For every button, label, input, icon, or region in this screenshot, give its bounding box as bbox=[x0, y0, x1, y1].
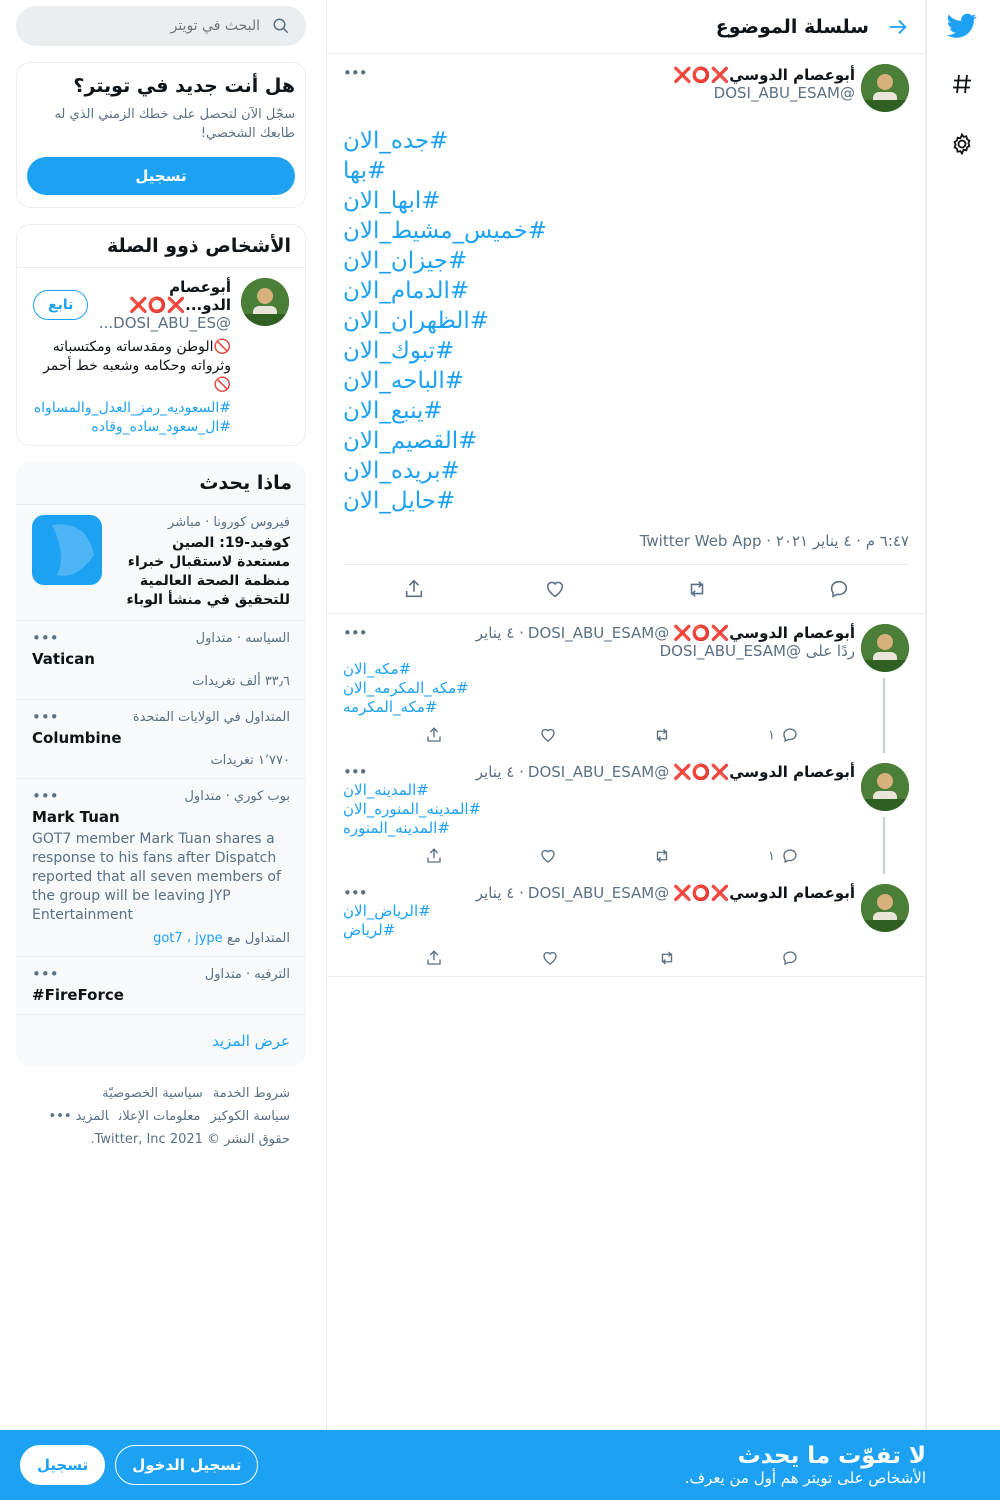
tweet-text bbox=[343, 660, 855, 717]
share-icon[interactable] bbox=[425, 949, 443, 967]
gear-icon[interactable] bbox=[942, 124, 982, 164]
author-name[interactable]: أبوعصام الدوسي❌⭕❌ bbox=[673, 66, 855, 84]
related-handle[interactable]: @DOSI_ABU_ES... bbox=[98, 314, 231, 332]
trend-with-label: المتداول مع bbox=[226, 931, 290, 946]
tweet-text bbox=[343, 781, 855, 838]
related-title: الأشخاص ذوو الصلة bbox=[17, 225, 305, 268]
related-bio-tags[interactable]: #السعوديه_رمز_العدل_والمساواه #ال_سعود_ساده_وقاده bbox=[33, 400, 231, 435]
replies-list bbox=[327, 614, 925, 977]
focal-tweet bbox=[327, 54, 925, 614]
trend-category: المتداول في الولايات المتحدة bbox=[132, 710, 290, 725]
hashtag-link[interactable]: #ابها_الان bbox=[343, 188, 441, 214]
copyright: حقوق النشر © Twitter, Inc 2021. bbox=[90, 1132, 290, 1147]
trend-item[interactable] bbox=[16, 699, 306, 778]
footer bbox=[16, 1066, 306, 1167]
hashtag-icon[interactable] bbox=[942, 64, 982, 104]
more-options-icon[interactable]: ••• bbox=[32, 787, 59, 805]
trend-name: Mark Tuan bbox=[32, 808, 120, 826]
main-column bbox=[326, 0, 926, 1500]
trend-name: Columbine bbox=[32, 729, 122, 747]
new-card-desc: سجّل الآن لتحصل على خطك الزمني الذي له طابعك الشخصي! bbox=[54, 107, 295, 141]
reply-icon[interactable] bbox=[775, 949, 799, 967]
trend-category: بوب كوري · متداول bbox=[184, 789, 290, 804]
hashtag-link[interactable]: #بريده_الان bbox=[343, 458, 460, 484]
ads-info-link[interactable]: معلومات الإعلان bbox=[118, 1109, 201, 1124]
tweet-text bbox=[343, 902, 855, 940]
news-headline: كوفيد-19: الصين مستعدة لاستقبال خبراء منظمة الصحة العالمية للتحقيق في منشأ الوباء bbox=[126, 535, 290, 608]
page-title: سلسلة الموضوع bbox=[715, 15, 869, 38]
related-name[interactable]: أبوعصام الدو...❌⭕❌ bbox=[129, 278, 231, 314]
follow-button[interactable]: تابع bbox=[33, 290, 88, 320]
trend-name: Vatican bbox=[32, 650, 95, 668]
hashtag-link[interactable]: #مكه_المكرمه_الان bbox=[343, 679, 469, 697]
author-name[interactable]: أبوعصام الدوسي❌⭕❌ bbox=[673, 763, 855, 781]
hashtag-link[interactable]: #بها bbox=[343, 158, 387, 184]
reply-tweet[interactable] bbox=[327, 614, 925, 753]
trends-card bbox=[16, 462, 306, 1066]
privacy-link[interactable]: سياسية الخصوصيّة bbox=[102, 1086, 203, 1101]
hashtag-link[interactable]: #لرياض bbox=[343, 921, 396, 939]
hashtag-link[interactable]: #المدينه_المنوره bbox=[343, 819, 450, 837]
thread-connector bbox=[883, 817, 885, 874]
banner-signup-button[interactable]: تسجيل bbox=[20, 1445, 105, 1485]
reply-count: ١ bbox=[768, 848, 775, 864]
tweet-date[interactable]: · ٤ يناير bbox=[475, 763, 524, 781]
retweet-icon[interactable] bbox=[685, 578, 709, 600]
author-handle[interactable]: @DOSI_ABU_ESAM bbox=[713, 84, 855, 102]
reply-tweet[interactable] bbox=[327, 874, 925, 977]
hashtag-link[interactable]: #تبوك_الان bbox=[343, 338, 455, 364]
hashtag-link[interactable]: #الظهران_الان bbox=[343, 308, 490, 334]
tweet-actions bbox=[343, 940, 855, 976]
hashtag-link[interactable]: #حايل_الان bbox=[343, 488, 456, 514]
hashtag-link[interactable]: #المدينه_الان bbox=[343, 781, 429, 799]
hashtag-link[interactable]: #المدينه_المنوره_الان bbox=[343, 800, 482, 818]
news-thumbnail bbox=[32, 515, 102, 585]
more-options-icon[interactable]: ••• bbox=[343, 763, 367, 781]
hashtag-link[interactable]: #جده_الان bbox=[343, 128, 449, 154]
author-handle[interactable]: @DOSI_ABU_ESAM bbox=[527, 763, 670, 781]
author-name[interactable]: أبوعصام الدوسي❌⭕❌ bbox=[673, 624, 855, 642]
trend-name: #FireForce bbox=[32, 986, 124, 1004]
hashtag-link[interactable]: #الباحه_الان bbox=[343, 368, 465, 394]
trend-item[interactable] bbox=[16, 620, 306, 699]
news-category: فيروس كورونا · مباشر bbox=[168, 515, 290, 530]
hashtag-link[interactable]: #مكه_الان bbox=[343, 660, 412, 678]
trend-description: GOT7 member Mark Tuan shares a response to his fans after Dispatch reported that all seven members of the group will be leaving JYP Entertainment bbox=[32, 831, 281, 923]
news-item[interactable] bbox=[16, 504, 306, 620]
trend-count: ١٬٧٧٠ تغريدات bbox=[210, 753, 290, 768]
more-options-icon[interactable]: ••• bbox=[32, 708, 59, 726]
trend-with-tags[interactable]: got7 ، jype bbox=[153, 931, 223, 946]
signup-button[interactable]: تسجيل bbox=[27, 157, 295, 195]
avatar[interactable] bbox=[861, 64, 909, 112]
author-handle[interactable]: @DOSI_ABU_ESAM bbox=[527, 884, 670, 902]
tweet-meta: ٦:٤٧ م · ٤ يناير ٢٠٢١ · Twitter Web App bbox=[343, 532, 909, 565]
back-arrow-icon[interactable] bbox=[887, 16, 909, 38]
hashtag-link[interactable]: #ينبع_الان bbox=[343, 398, 443, 424]
tweet-actions bbox=[343, 565, 909, 613]
show-more-link[interactable]: عرض المزيد bbox=[16, 1014, 306, 1066]
sidebar bbox=[16, 0, 306, 1167]
tweet-text bbox=[343, 126, 909, 516]
tweet-date[interactable]: · ٤ يناير bbox=[475, 884, 524, 902]
more-link[interactable]: المزيد ••• bbox=[48, 1109, 109, 1124]
nav-rail bbox=[926, 0, 1000, 1500]
signup-banner bbox=[0, 1430, 1000, 1500]
thread-connector bbox=[883, 678, 885, 753]
new-card-title: هل أنت جديد في تويتر؟ bbox=[73, 75, 295, 97]
more-options-icon[interactable]: ••• bbox=[343, 624, 367, 642]
hashtag-link[interactable]: #الرياض_الان bbox=[343, 902, 431, 920]
reply-tweet[interactable] bbox=[327, 753, 925, 874]
trend-item[interactable] bbox=[16, 956, 306, 1014]
retweet-icon[interactable] bbox=[657, 949, 677, 967]
avatar[interactable] bbox=[861, 763, 909, 811]
tweet-date[interactable]: · ٤ يناير bbox=[475, 624, 524, 642]
author-name[interactable]: أبوعصام الدوسي❌⭕❌ bbox=[673, 884, 855, 902]
banner-subtitle: الأشخاص على تويتر هم أول من يعرف. bbox=[684, 1469, 926, 1487]
share-icon[interactable] bbox=[403, 578, 425, 600]
related-people-card bbox=[16, 224, 306, 446]
trends-title: ماذا يحدث bbox=[199, 472, 292, 494]
related-bio: 🚫الوطن ومقدساته ومكتسباته وثرواته وحكامه وشعبه خط أحمر 🚫 bbox=[43, 339, 231, 393]
thread-header bbox=[327, 0, 925, 54]
reply-count: ١ bbox=[768, 727, 775, 743]
share-icon[interactable] bbox=[425, 726, 443, 744]
tweet-actions bbox=[343, 717, 855, 753]
search-icon bbox=[272, 17, 290, 35]
trend-category: السياسه · متداول bbox=[195, 631, 290, 646]
avatar[interactable] bbox=[241, 278, 289, 326]
tweet-actions bbox=[343, 838, 855, 874]
more-options-icon[interactable]: ••• bbox=[32, 629, 59, 647]
hashtag-link[interactable]: #القصيم_الان bbox=[343, 428, 478, 454]
trend-category: الترفيه · متداول bbox=[204, 967, 290, 982]
like-icon[interactable] bbox=[539, 726, 557, 744]
more-options-icon[interactable]: ••• bbox=[32, 965, 59, 983]
more-options-icon[interactable]: ••• bbox=[343, 64, 367, 82]
reply-icon[interactable] bbox=[768, 726, 799, 744]
trend-count: ٣٣٫٦ ألف تغريدات bbox=[192, 674, 290, 689]
avatar[interactable] bbox=[861, 884, 909, 932]
retweet-icon[interactable] bbox=[652, 847, 672, 865]
hashtag-link[interactable]: #خميس_مشيط_الان bbox=[343, 218, 548, 244]
banner-headline: لا تفوّت ما يحدث bbox=[737, 1443, 926, 1469]
like-icon[interactable] bbox=[541, 949, 559, 967]
cookies-link[interactable]: سياسة الكوكيز bbox=[210, 1109, 290, 1124]
author-handle[interactable]: @DOSI_ABU_ESAM bbox=[527, 624, 670, 642]
hashtag-link[interactable]: #الدمام_الان bbox=[343, 278, 470, 304]
avatar[interactable] bbox=[861, 624, 909, 672]
retweet-icon[interactable] bbox=[652, 726, 672, 744]
replying-to[interactable]: ردًا على @DOSI_ABU_ESAM bbox=[659, 642, 855, 660]
more-options-icon[interactable]: ••• bbox=[343, 884, 367, 902]
trend-item[interactable] bbox=[16, 778, 306, 956]
login-button[interactable]: تسجيل الدخول bbox=[115, 1445, 258, 1485]
like-icon[interactable] bbox=[544, 578, 566, 600]
hashtag-link[interactable]: #جيزان_الان bbox=[343, 248, 468, 274]
reply-icon[interactable] bbox=[828, 578, 850, 600]
new-to-twitter-card bbox=[16, 62, 306, 208]
search-bar[interactable] bbox=[16, 6, 306, 46]
search-input[interactable] bbox=[60, 18, 260, 34]
twitter-bird-icon[interactable] bbox=[942, 6, 982, 46]
reply-icon[interactable] bbox=[768, 847, 799, 865]
hashtag-link[interactable]: #مكه_المكرمه bbox=[343, 698, 438, 716]
share-icon[interactable] bbox=[425, 847, 443, 865]
like-icon[interactable] bbox=[539, 847, 557, 865]
terms-link[interactable]: شروط الخدمة bbox=[212, 1086, 290, 1101]
